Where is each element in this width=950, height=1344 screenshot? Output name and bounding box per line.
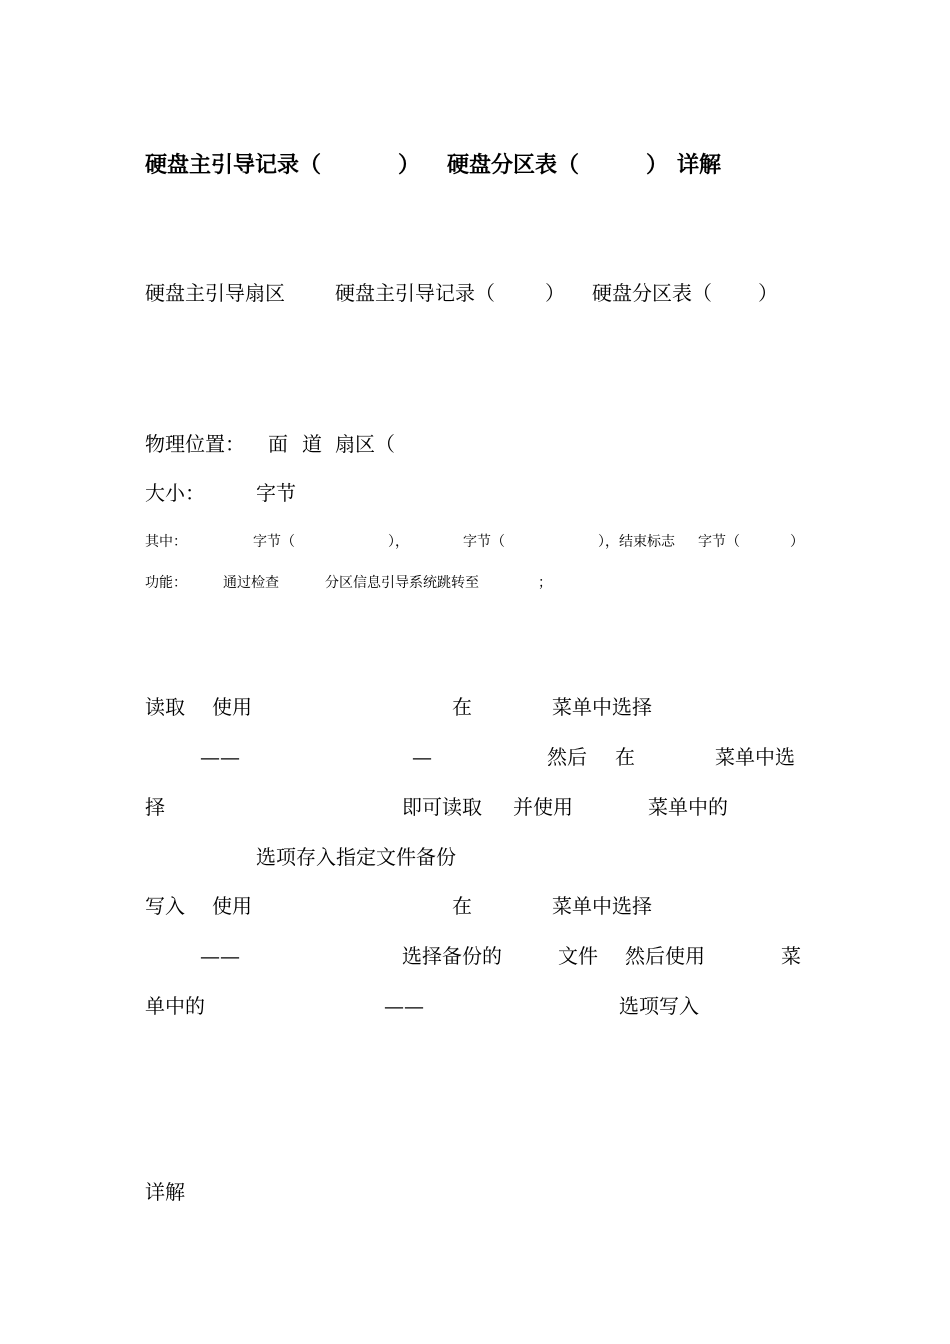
position-label: 物理位置： [145, 432, 245, 456]
among-bytes-1: 字节（ [253, 534, 295, 550]
title-close-paren-1: ） [398, 153, 421, 178]
position-face: 面 [268, 432, 288, 456]
among-close-3: ） [790, 534, 804, 550]
title-part-mbr: 硬盘主引导记录（ [145, 153, 322, 178]
title-part-detail: 详解 [677, 153, 722, 178]
write-option-write: 选项写入 [619, 994, 699, 1018]
read-dash-1: —— [200, 745, 240, 769]
intro-mbr-sector: 硬盘主引导扇区 [145, 281, 285, 305]
read-menu-select: 菜单中选择 [552, 695, 652, 719]
write-dash-1: —— [200, 944, 240, 968]
footer-detail: 详解 [145, 1180, 185, 1204]
read-dash-2: — [412, 745, 432, 769]
function-semicolon: ； [538, 575, 552, 591]
write-menu-select: 菜单中选择 [552, 894, 652, 918]
among-bytes-3: 字节（ [698, 534, 740, 550]
position-track: 道 [302, 432, 322, 456]
write-menu-of: 单中的 [145, 994, 205, 1018]
among-end-flag: ），结束标志 [598, 534, 675, 550]
intro-close-paren-1: ） [545, 281, 565, 305]
title-part-partition-table: 硬盘分区表（ [447, 153, 580, 178]
read-choose-char: 择 [145, 795, 165, 819]
read-save-backup: 选项存入指定文件备份 [256, 845, 456, 869]
write-in: 在 [452, 894, 472, 918]
intro-mbr: 硬盘主引导记录（ [335, 281, 495, 305]
intro-close-paren-2: ） [758, 281, 778, 305]
title-close-paren-2: ） [646, 153, 669, 178]
write-use: 使用 [212, 894, 252, 918]
write-then-use: 然后使用 [625, 944, 705, 968]
read-can-read: 即可读取 [402, 795, 482, 819]
read-menu-of: 菜单中的 [648, 795, 728, 819]
among-label: 其中： [145, 534, 187, 550]
among-bytes-2: 字节（ [463, 534, 505, 550]
read-then: 然后 [547, 745, 587, 769]
read-and-use: 并使用 [513, 795, 573, 819]
size-label: 大小： [145, 481, 205, 505]
function-check: 通过检查 [223, 575, 279, 591]
read-label: 读取 [145, 695, 185, 719]
write-menu-char: 菜 [781, 944, 801, 968]
write-label: 写入 [145, 894, 185, 918]
read-use: 使用 [212, 695, 252, 719]
among-close-1: ）， [388, 534, 409, 550]
read-in: 在 [452, 695, 472, 719]
write-file: 文件 [558, 944, 598, 968]
intro-partition-table: 硬盘分区表（ [592, 281, 712, 305]
function-label: 功能： [145, 575, 187, 591]
write-select-backup: 选择备份的 [402, 944, 502, 968]
write-dash-2: —— [384, 994, 424, 1018]
read-in-2: 在 [615, 745, 635, 769]
read-menu-select-2: 菜单中选 [715, 745, 795, 769]
size-unit: 字节 [256, 481, 296, 505]
function-jump: 分区信息引导系统跳转至 [325, 575, 479, 591]
position-sector: 扇区（ [335, 432, 395, 456]
